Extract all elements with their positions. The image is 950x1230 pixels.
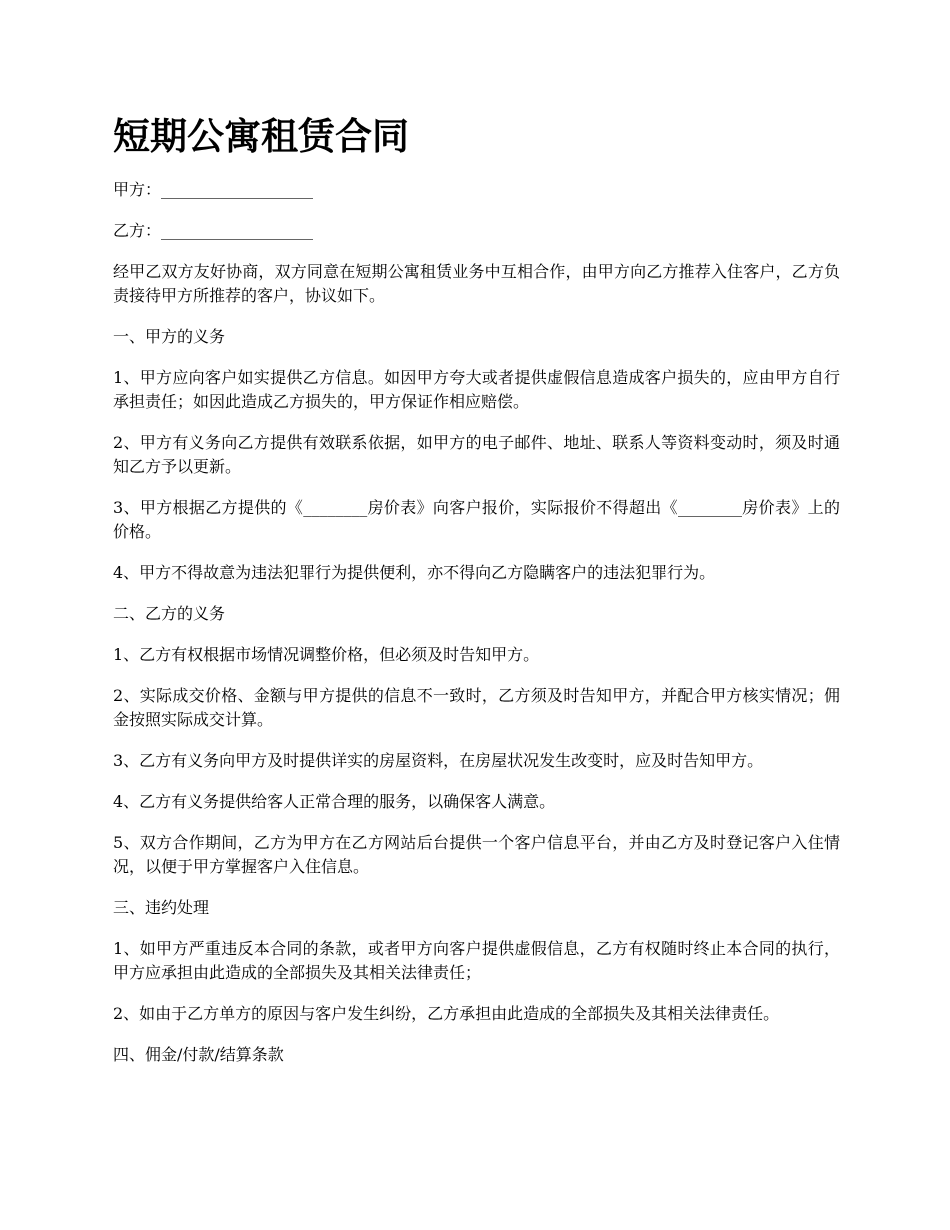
section-2-item-3: 3、乙方有义务向甲方及时提供详实的房屋资料，在房屋状况发生改变时，应及时告知甲方。 <box>113 751 764 770</box>
section-1-item-2: 2、甲方有义务向乙方提供有效联系依据，如甲方的电子邮件、地址、联系人等资料变动时，须及时通知乙方予以更新。 <box>113 433 840 476</box>
party-a-line: 甲方：___________________ <box>113 180 314 199</box>
party-b-line: 乙方：___________________ <box>113 221 314 240</box>
section-1-item-4: 4、甲方不得故意为违法犯罪行为提供便利，亦不得向乙方隐瞒客户的违法犯罪行为。 <box>113 563 716 582</box>
section-2-item-2: 2、实际成交价格、金额与甲方提供的信息不一致时，乙方须及时告知甲方，并配合甲方核实情况；佣金按照实际成交计算。 <box>113 686 840 729</box>
section-4-heading: 四、佣金/付款/结算条款 <box>113 1045 284 1064</box>
section-2-heading: 二、乙方的义务 <box>113 604 226 623</box>
intro-paragraph: 经甲乙双方友好协商，双方同意在短期公寓租赁业务中互相合作，由甲方向乙方推荐入住客户，乙方负责接待甲方所推荐的客户，协议如下。 <box>113 262 840 305</box>
document-title: 短期公寓租赁合同 <box>113 114 409 158</box>
section-1-item-1: 1、甲方应向客户如实提供乙方信息。如因甲方夸大或者提供虚假信息造成客户损失的，应由甲方自行承担责任；如因此造成乙方损失的，甲方保证作相应赔偿。 <box>113 368 840 411</box>
section-1-heading: 一、甲方的义务 <box>113 327 226 346</box>
section-3-item-1: 1、如甲方严重违反本合同的条款，或者甲方向客户提供虚假信息，乙方有权随时终止本合同的执行，甲方应承担由此造成的全部损失及其相关法律责任； <box>113 939 840 982</box>
section-3-item-2: 2、如由于乙方单方的原因与客户发生纠纷，乙方承担由此造成的全部损失及其相关法律责任。 <box>113 1004 780 1023</box>
section-1-item-3: 3、甲方根据乙方提供的《________房价表》向客户报价，实际报价不得超出《________房价表》上的价格。 <box>113 498 840 541</box>
document-body <box>113 178 840 1084</box>
section-2-item-1: 1、乙方有权根据市场情况调整价格，但必须及时告知甲方。 <box>113 645 540 664</box>
section-3-heading: 三、违约处理 <box>113 898 210 917</box>
section-2-item-4: 4、乙方有义务提供给客人正常合理的服务，以确保客人满意。 <box>113 792 556 811</box>
section-2-item-5: 5、双方合作期间，乙方为甲方在乙方网站后台提供一个客户信息平台，并由乙方及时登记客户入住情况，以便于甲方掌握客户入住信息。 <box>113 833 840 876</box>
